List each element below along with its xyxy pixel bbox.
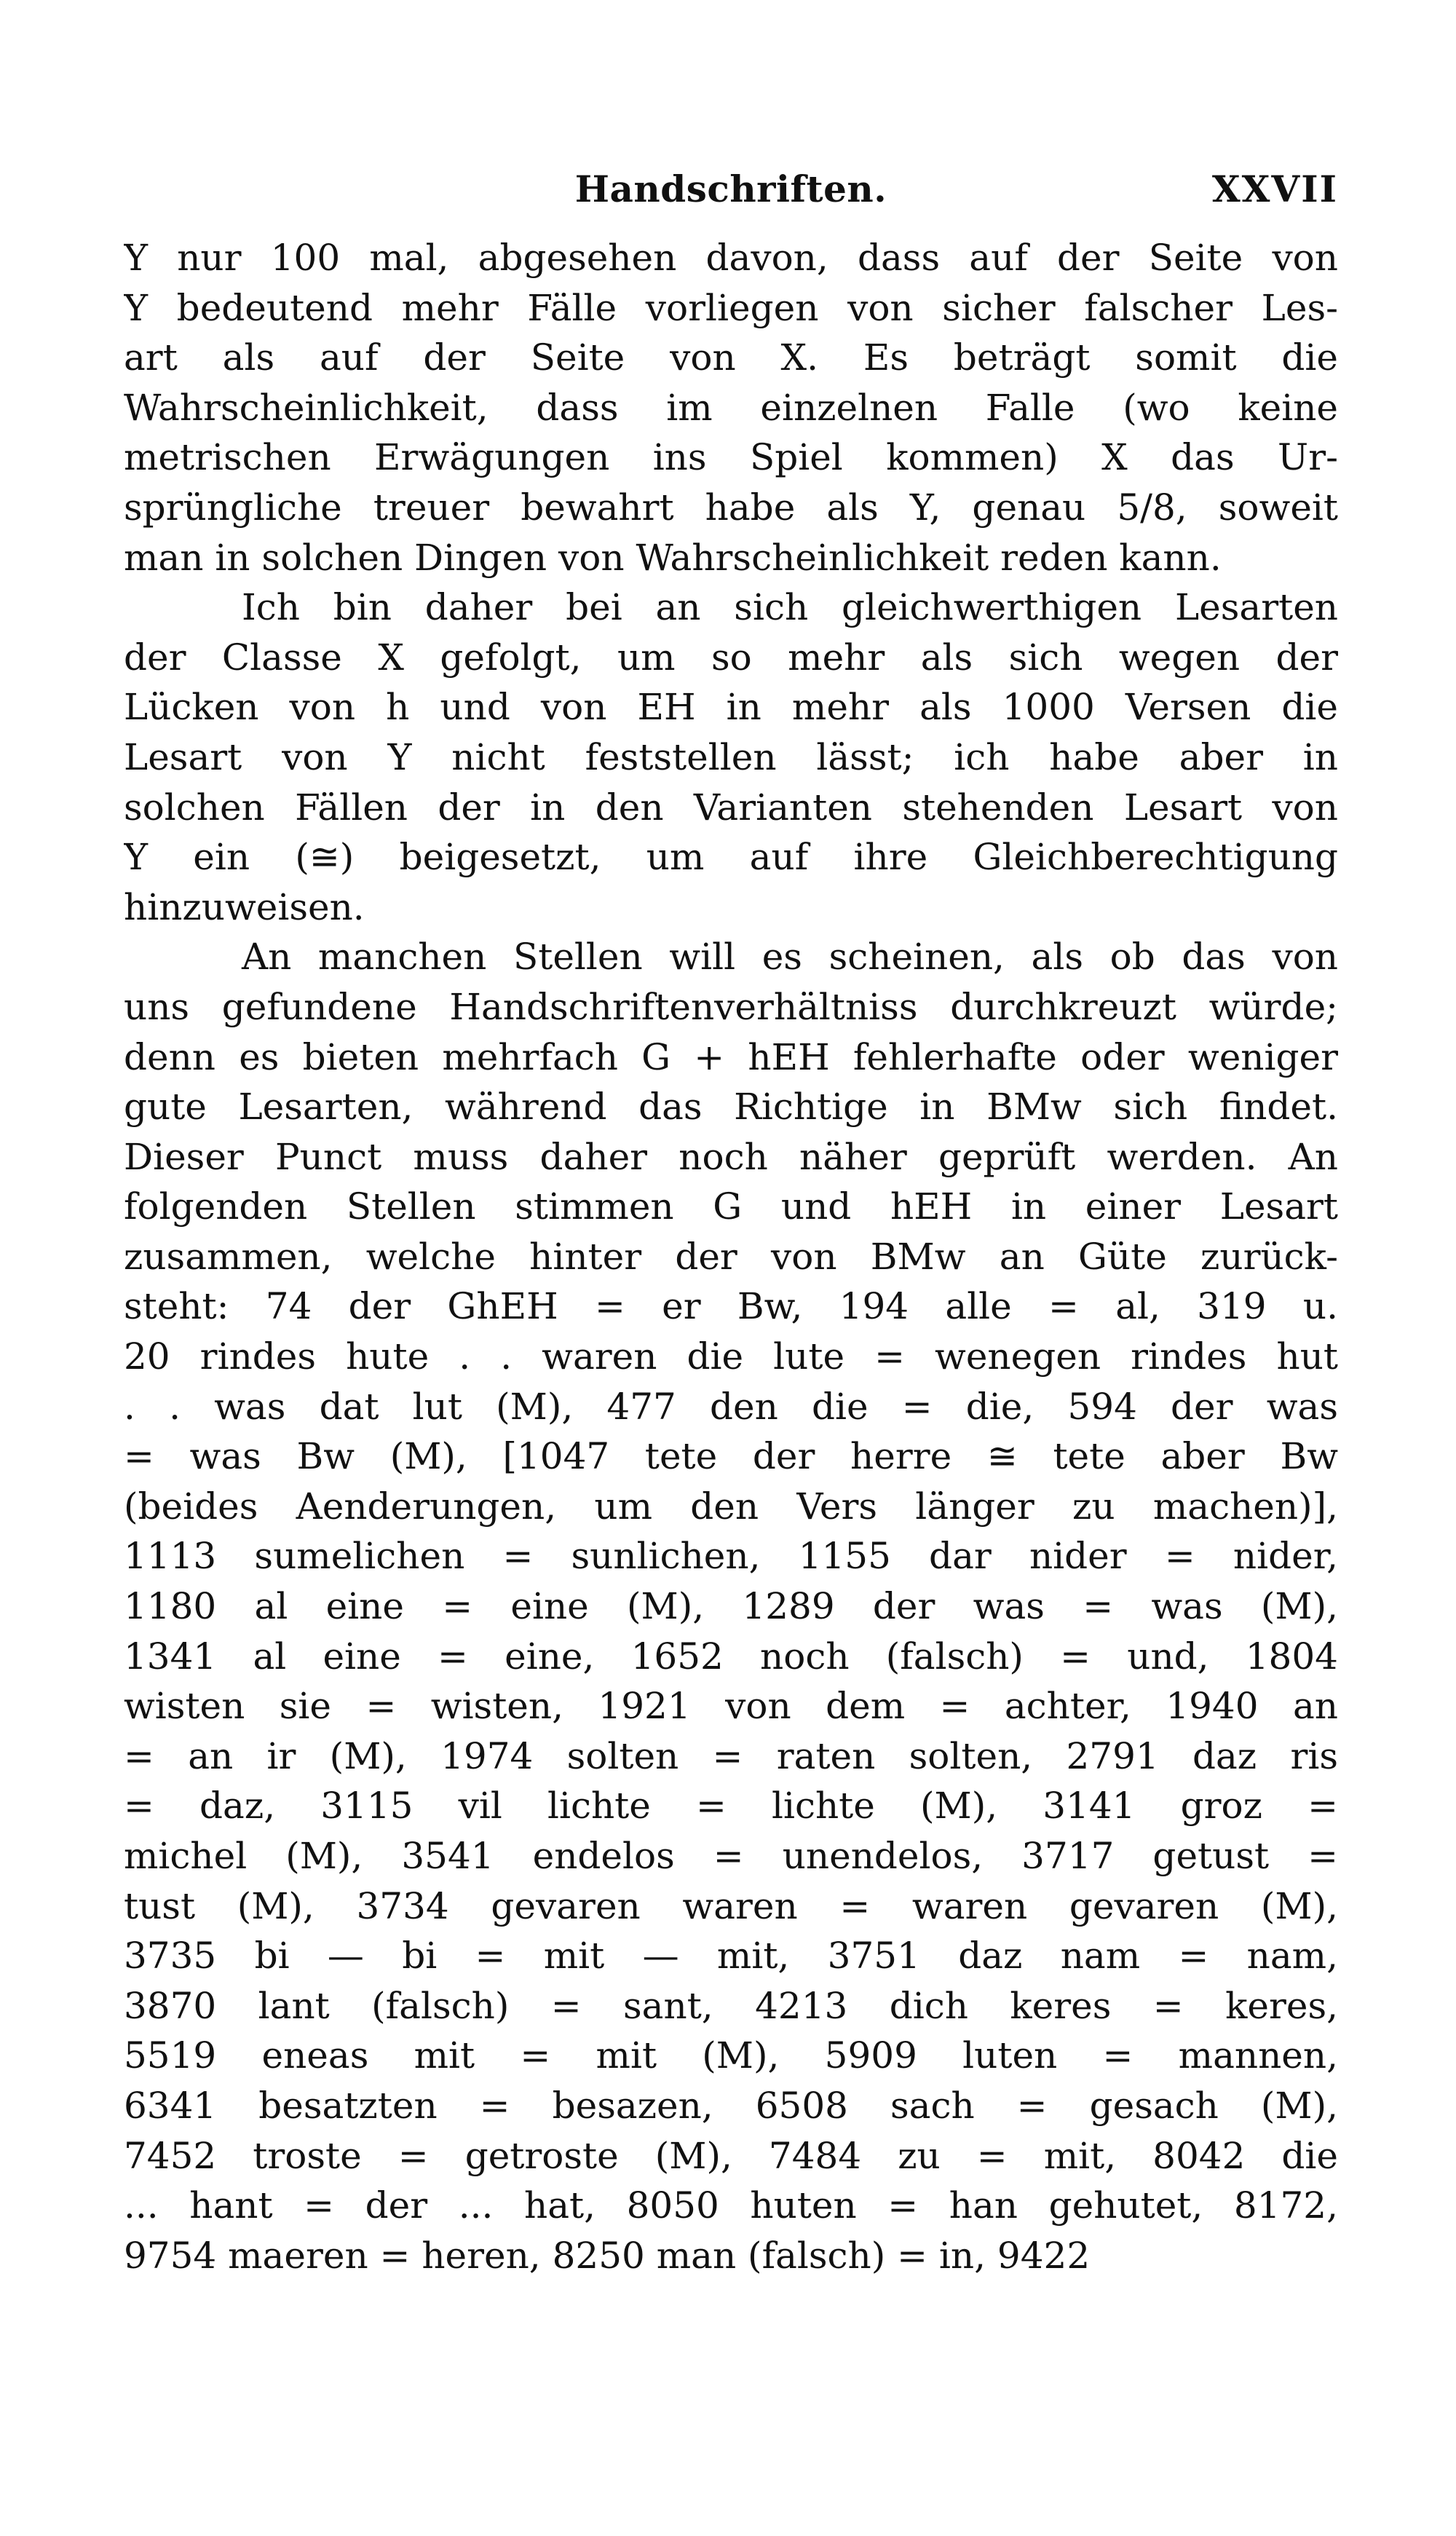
text-line: Dieser Punct muss daher noch näher geprüft werden. An — [124, 1135, 1338, 1178]
page-number: XXVII — [1211, 167, 1338, 210]
text-line: 3735 bi — bi = mit — mit, 3751 daz nam = nam, — [124, 1935, 1338, 1978]
body-text — [124, 233, 1338, 2280]
text-line: Ich bin daher bei an sich gleichwerthigen Lesarten — [242, 586, 1338, 629]
text-line: 9754 maeren = heren, 8250 man (falsch) = in, 9422 — [124, 2234, 1091, 2277]
text-line: hinzuweisen. — [124, 885, 365, 928]
text-line: Y ein (≅) beigesetzt, um auf ihre Gleichberechtigung — [124, 836, 1338, 879]
text-line: 5519 eneas mit = mit (M), 5909 luten = mannen, — [124, 2034, 1338, 2077]
text-line: 6341 besatzten = besazen, 6508 sach = gesach (M), — [124, 2084, 1338, 2127]
text-line: 3870 lant (falsch) = sant, 4213 dich keres = keres, — [124, 1984, 1338, 2027]
text-line: uns gefundene Handschriftenverhältniss durchkreuzt würde; — [124, 985, 1338, 1028]
paragraph — [124, 932, 1338, 2280]
text-line: michel (M), 3541 endelos = unendelos, 3717 getust = — [124, 1835, 1338, 1877]
text-line: wisten sie = wisten, 1921 von dem = achter, 1940 an — [124, 1685, 1338, 1728]
text-line: ... hant = der ... hat, 8050 huten = han gehutet, 8172, — [124, 2184, 1338, 2227]
text-line: . . was dat lut (M), 477 den die = die, 594 der was — [124, 1385, 1338, 1428]
text-line: = an ir (M), 1974 solten = raten solten, 2791 daz ris — [124, 1734, 1338, 1777]
text-line: Y bedeutend mehr Fälle vorliegen von sicher falscher Les- — [124, 286, 1338, 329]
text-line: (beides Aenderungen, um den Vers länger zu machen)], — [124, 1485, 1338, 1528]
text-line: solchen Fällen der in den Varianten stehenden Lesart von — [124, 786, 1338, 829]
book-page — [124, 167, 1338, 2497]
text-line: der Classe X gefolgt, um so mehr als sich wegen der — [124, 636, 1338, 679]
text-line: zusammen, welche hinter der von BMw an Güte zurück- — [124, 1235, 1338, 1278]
text-line: art als auf der Seite von X. Es beträgt somit die — [124, 336, 1338, 379]
text-line: steht: 74 der GhEH = er Bw, 194 alle = al, 319 u. — [124, 1285, 1338, 1328]
text-line: = daz, 3115 vil lichte = lichte (M), 3141 groz = — [124, 1785, 1338, 1828]
text-line: metrischen Erwägungen ins Spiel kommen) X das Ur- — [124, 436, 1338, 479]
text-line: Wahrscheinlichkeit, dass im einzelnen Falle (wo keine — [124, 386, 1338, 429]
text-line: 1180 al eine = eine (M), 1289 der was = was (M), — [124, 1585, 1338, 1628]
paragraph — [124, 233, 1338, 582]
text-line: folgenden Stellen stimmen G und hEH in einer Lesart — [124, 1185, 1338, 1228]
text-line: 1341 al eine = eine, 1652 noch (falsch) = und, 1804 — [124, 1635, 1338, 1678]
page-header — [124, 167, 1338, 233]
text-line: 1113 sumelichen = sunlichen, 1155 dar nider = nider, — [124, 1535, 1338, 1578]
text-line: denn es bieten mehrfach G + hEH fehlerhafte oder weniger — [124, 1035, 1338, 1078]
text-line: man in solchen Dingen von Wahrscheinlichkeit reden kann. — [124, 536, 1222, 579]
text-line: 20 rindes hute . . waren die lute = wenegen rindes hut — [124, 1335, 1338, 1378]
text-line: = was Bw (M), [1047 tete der herre ≅ tete aber Bw — [124, 1435, 1338, 1478]
running-title: Handschriften. — [574, 167, 887, 210]
text-line: 7452 troste = getroste (M), 7484 zu = mit, 8042 die — [124, 2134, 1338, 2177]
text-line: Lücken von h und von EH in mehr als 1000 Versen die — [124, 686, 1338, 729]
paragraph — [124, 582, 1338, 932]
text-line: sprüngliche treuer bewahrt habe als Y, genau 5/8, soweit — [124, 486, 1338, 529]
text-line: tust (M), 3734 gevaren waren = waren gevaren (M), — [124, 1884, 1338, 1927]
text-line: gute Lesarten, während das Richtige in BMw sich findet. — [124, 1086, 1338, 1129]
text-line: Lesart von Y nicht feststellen lässt; ich habe aber in — [124, 735, 1338, 778]
text-line: An manchen Stellen will es scheinen, als ob das von — [242, 936, 1338, 979]
text-line: Y nur 100 mal, abgesehen davon, dass auf der Seite von — [124, 237, 1338, 279]
